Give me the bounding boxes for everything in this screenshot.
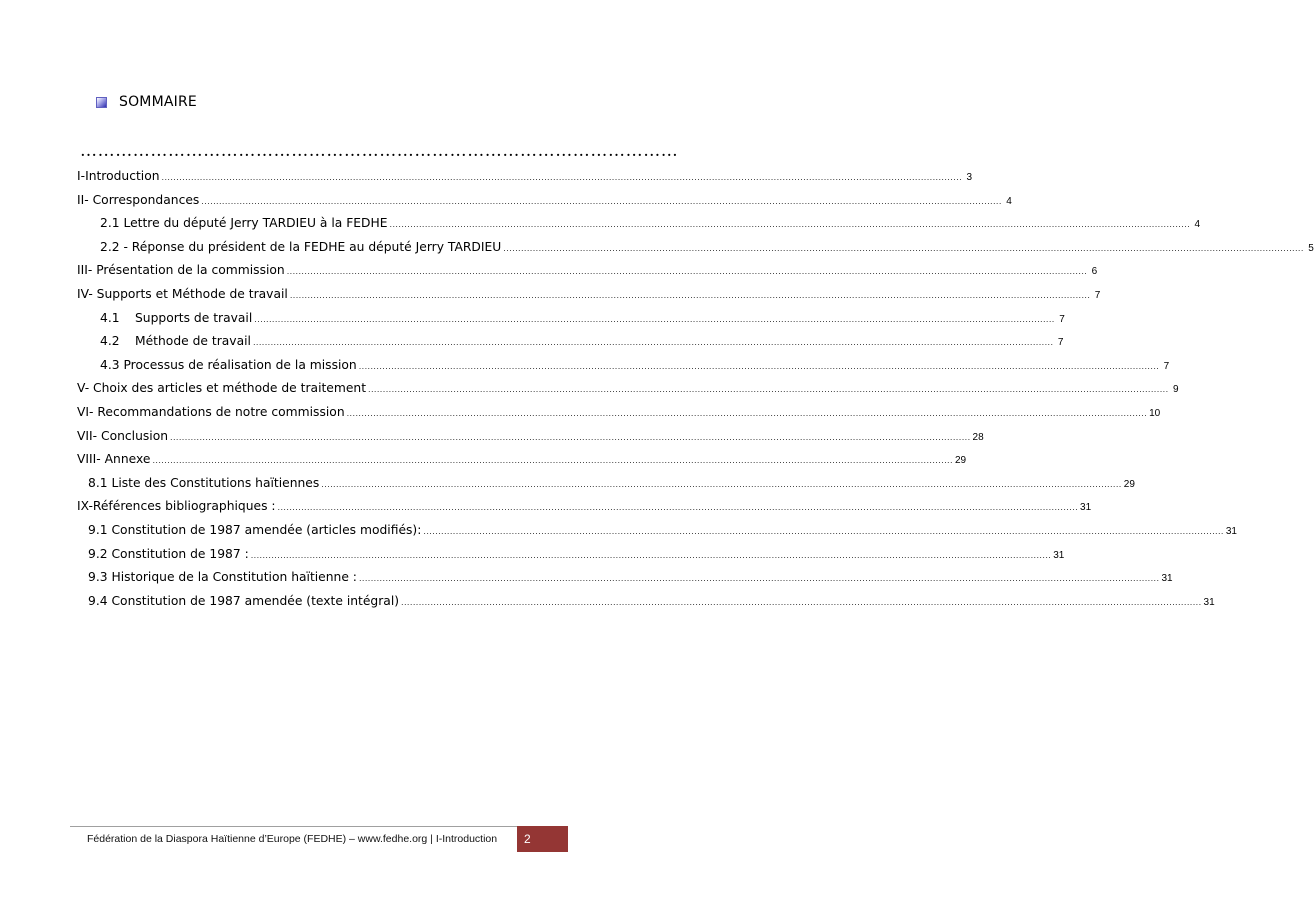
toc-page-number: 29 — [954, 455, 967, 467]
toc-page-number: 4 — [1194, 219, 1201, 231]
toc-entry-label[interactable]: V- Choix des articles et méthode de traitement — [77, 381, 367, 396]
toc-entry-label[interactable]: VIII- Annexe — [77, 452, 151, 467]
toc-page-number: 31 — [1203, 596, 1215, 608]
toc-entry[interactable] — [77, 428, 984, 453]
toc-dot-leader — [253, 338, 1054, 347]
toc-page-number: 7 — [1059, 313, 1065, 325]
toc-entry-label[interactable]: 2.1 Lettre du député Jerry TARDIEU à la FEDHE — [100, 216, 388, 231]
toc-entry[interactable] — [77, 216, 1201, 240]
toc-dot-leader — [423, 527, 1224, 536]
toc-dot-leader — [152, 456, 953, 465]
toc-entry[interactable] — [77, 593, 1215, 618]
toc-entry-number: 4.1 — [100, 310, 120, 325]
toc-dot-leader — [290, 291, 1091, 300]
toc-entry-number: 4.2 — [100, 334, 120, 349]
square-bullet-icon — [96, 97, 107, 108]
toc-entry[interactable] — [77, 310, 1065, 335]
toc-entry-label[interactable]: 9.4 Constitution de 1987 amendée (texte intégral) — [88, 593, 400, 608]
toc-entry[interactable] — [77, 334, 1064, 358]
toc-entry[interactable] — [77, 169, 973, 193]
toc-dot-leader — [254, 315, 1055, 324]
toc-page-number: 6 — [1091, 266, 1098, 278]
toc-dot-leader — [162, 173, 963, 182]
toc-entry[interactable] — [77, 522, 1237, 547]
toc-entry-label[interactable] — [100, 334, 251, 348]
toc-entry-label[interactable]: 8.1 Liste des Constitutions haïtiennes — [88, 475, 320, 490]
footer-page-number: 2 — [517, 826, 568, 852]
toc-entry[interactable] — [77, 570, 1173, 594]
toc-page-number: 9 — [1172, 384, 1179, 396]
toc-entry-label[interactable]: 2.2 - Réponse du président de la FEDHE au député Jerry TARDIEU — [100, 239, 502, 254]
toc-heading — [96, 94, 197, 110]
toc-page-number: 31 — [1225, 525, 1237, 537]
toc-page-number: 4 — [1006, 195, 1012, 207]
toc-dot-leader — [390, 220, 1191, 229]
toc-entry[interactable] — [77, 357, 1170, 382]
toc-page-number: 31 — [1080, 502, 1092, 514]
toc-entry[interactable] — [77, 286, 1101, 311]
toc-dot-leader — [359, 362, 1160, 371]
toc-entry-label[interactable]: 9.2 Constitution de 1987 : — [88, 546, 249, 561]
toc-page-number: 31 — [1161, 573, 1173, 585]
toc-entry[interactable] — [77, 499, 1092, 523]
toc-page-number: 31 — [1053, 549, 1065, 561]
toc-dot-leader — [251, 551, 1052, 560]
toc-page-number: 29 — [1123, 478, 1135, 490]
toc-page-number: 7 — [1163, 360, 1170, 372]
toc-dot-leader — [278, 503, 1079, 512]
toc-dot-leader — [170, 433, 971, 442]
toc-page-number: 3 — [966, 172, 973, 183]
toc-entry-label[interactable]: VII- Conclusion — [77, 428, 169, 443]
toc-page-number: 10 — [1149, 407, 1161, 419]
toc-entry[interactable] — [77, 263, 1098, 287]
toc-entry-label[interactable]: 9.3 Historique de la Constitution haïtienne : — [88, 570, 357, 585]
toc-entry-label[interactable]: IV- Supports et Méthode de travail — [77, 286, 288, 301]
toc-entry-label[interactable]: IX-Références bibliographiques : — [77, 499, 276, 514]
toc-dot-leader — [359, 574, 1160, 583]
toc-entry[interactable] — [77, 381, 1179, 405]
footer-rule — [70, 826, 568, 827]
toc-entry[interactable] — [77, 404, 1161, 429]
toc-dot-leader — [401, 598, 1202, 607]
toc-entry[interactable] — [77, 192, 1012, 217]
toc-heading-text: SOMMAIRE — [119, 94, 197, 110]
toc-page-number: 28 — [972, 431, 984, 443]
toc-entry-label[interactable]: II- Correspondances — [77, 192, 200, 207]
toc-entry-label[interactable]: 4.3 Processus de réalisation de la mission — [100, 357, 357, 372]
dotted-separator: ………………………………………………………………………………………… — [80, 141, 679, 161]
toc-dot-leader — [368, 385, 1169, 394]
toc-entry-title: Méthode de travail — [135, 334, 251, 349]
toc-page-number: 7 — [1057, 337, 1064, 349]
toc-page-number: 7 — [1094, 289, 1101, 301]
toc-dot-leader — [287, 267, 1088, 276]
toc-dot-leader — [321, 480, 1122, 489]
toc-dot-leader — [347, 409, 1148, 418]
table-of-contents — [77, 169, 1314, 617]
toc-entry[interactable] — [77, 239, 1314, 264]
footer-text: Fédération de la Diaspora Haïtienne d’Europe (FEDHE) – www.fedhe.org | I-Introduction — [87, 833, 498, 845]
toc-entry-title: Supports de travail — [135, 310, 253, 325]
toc-entry[interactable] — [77, 546, 1065, 571]
toc-entry-label[interactable]: III- Présentation de la commission — [77, 263, 285, 278]
toc-dot-leader — [201, 197, 1002, 206]
toc-dot-leader — [503, 244, 1304, 253]
toc-entry-label[interactable]: I-Introduction — [77, 169, 160, 183]
toc-entry-label[interactable]: 9.1 Constitution de 1987 amendée (articles modifiés): — [88, 522, 422, 537]
toc-entry-label[interactable]: VI- Recommandations de notre commission — [77, 404, 345, 419]
toc-entry[interactable] — [77, 475, 1135, 500]
toc-entry-label[interactable] — [100, 311, 252, 325]
toc-entry[interactable] — [77, 452, 967, 476]
toc-page-number: 5 — [1308, 242, 1314, 254]
